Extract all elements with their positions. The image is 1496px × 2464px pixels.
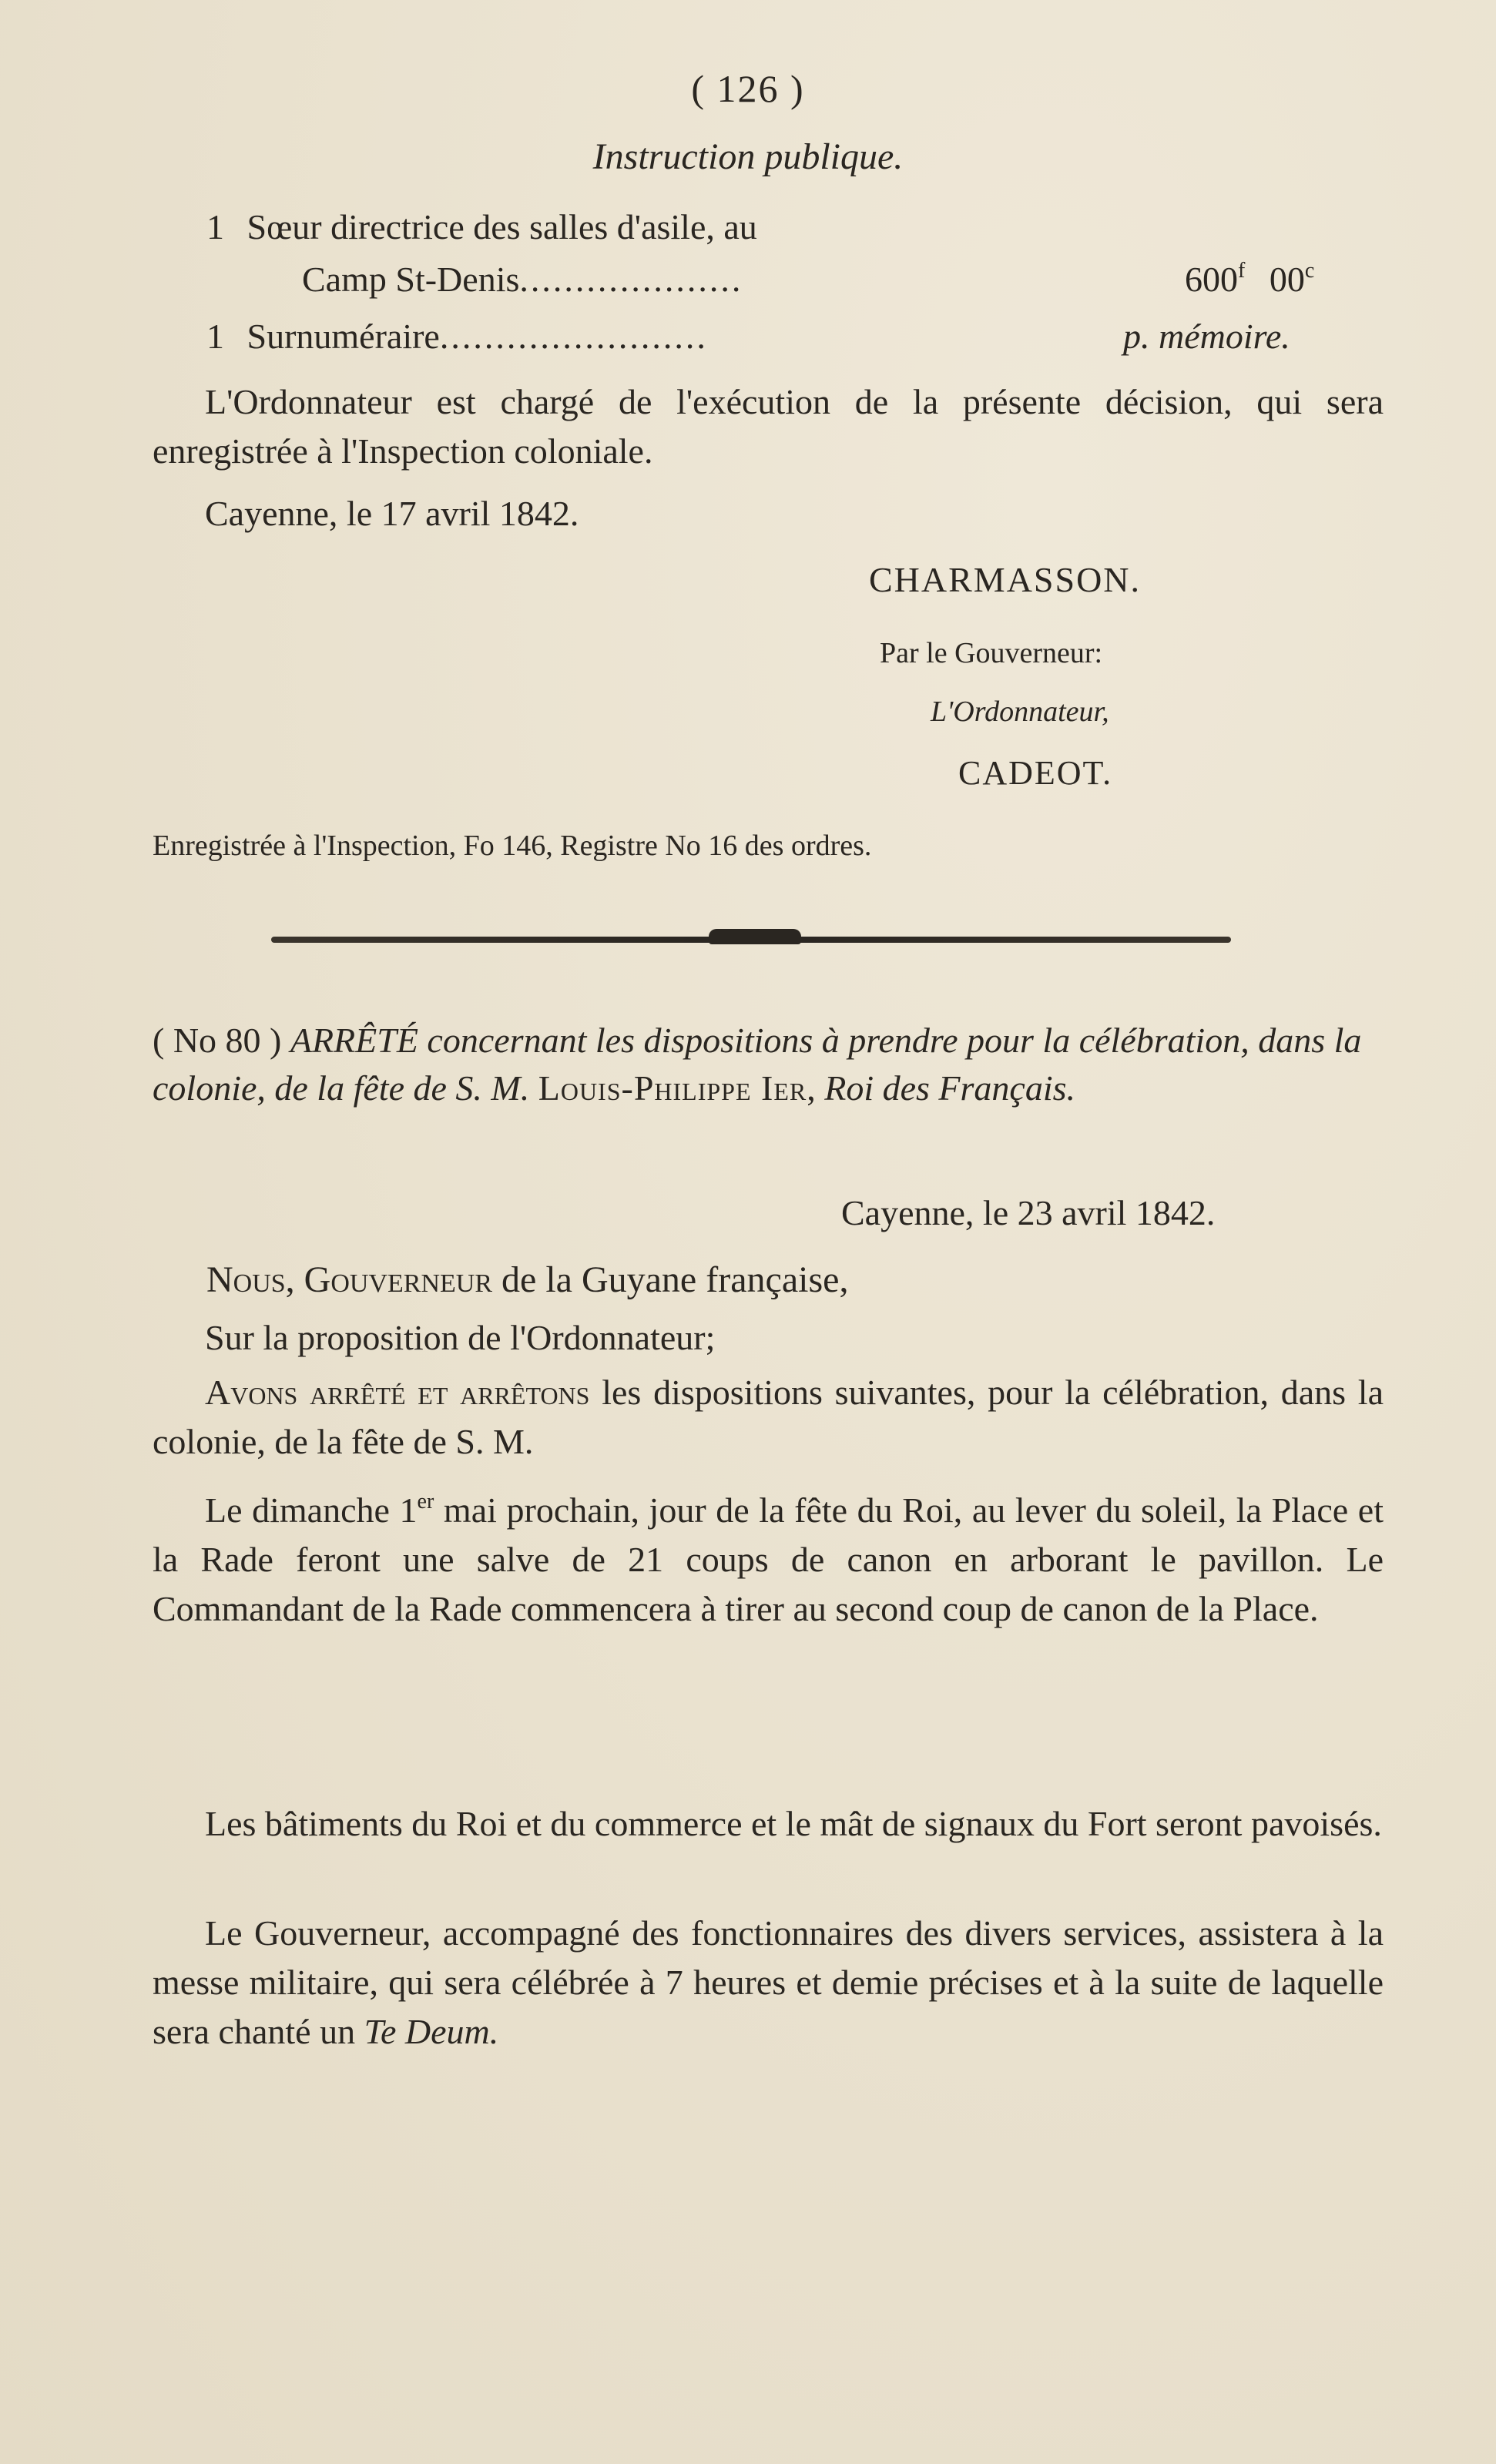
arrete-heading: ( No 80 ) ARRÊTÉ concernant les dispositions à prendre pour la célébration, dans la colonie, de la fête de S. M. Louis-Philippe Ier, Roi des Français.	[153, 1021, 1362, 1108]
para1-start: Le dimanche 1	[205, 1490, 418, 1530]
arrete-paragraph-3	[153, 1909, 1384, 2057]
avons-lead: Avons arrêté et arrêtons	[205, 1373, 590, 1412]
item-2-label: Surnuméraire	[247, 317, 440, 356]
arrete-date: Cayenne, le 23 avril 1842.	[841, 1193, 1216, 1232]
registration-note: Enregistrée à l'Inspection, Fo 146, Registre No 16 des ordres.	[153, 830, 872, 862]
arrete-king-name: Louis-Philippe Ier	[538, 1068, 807, 1108]
arrete-number: ( No 80 )	[153, 1021, 282, 1060]
decision-paragraph: L'Ordonnateur est chargé de l'exécution de la présente décision, qui sera enregistrée à l'Inspection coloniale.	[153, 382, 1384, 471]
item-1-amount	[1185, 259, 1314, 300]
arrete-king-title: Roi des Français.	[824, 1068, 1076, 1108]
ordonnateur-name: CADEOT.	[958, 754, 1113, 792]
by-governor: Par le Gouverneur:	[880, 637, 1103, 669]
ordonnateur-title: L'Ordonnateur,	[931, 696, 1109, 728]
arrete-preamble	[206, 1259, 848, 1301]
item-1-label-2: Camp St-Denis	[302, 260, 520, 299]
item-1-count: 1	[206, 207, 224, 246]
item-1-label: Sœur directrice des salles d'asile, au	[247, 207, 757, 246]
para3-start: Le Gouverneur, accompagné des fonctionnaires des divers services, assistera à la messe militaire, qui sera célébrée à 7 heures et demie précises et à la suite de laquelle sera chanté un	[153, 1913, 1384, 2051]
item-1-line2	[302, 259, 743, 300]
section-title: Instruction publique.	[592, 136, 904, 177]
item-1-francs-unit: f	[1238, 259, 1246, 283]
item-1-line1	[206, 206, 757, 247]
item-2-dots: ........................	[439, 317, 708, 356]
arrete-proposition: Sur la proposition de l'Ordonnateur;	[205, 1318, 716, 1357]
arrete-title: ARRÊTÉ concernant les dispositions à prendre pour la célébration, dans la colonie, de la fête de S. M.	[153, 1021, 1362, 1108]
item-1-cents: 00	[1269, 260, 1305, 299]
item-1-cents-unit: c	[1304, 259, 1315, 283]
arrete-paragraph-1	[153, 1477, 1384, 1634]
para1-sup: er	[417, 1490, 434, 1514]
item-2-count: 1	[206, 317, 224, 356]
para3-te-deum: Te Deum.	[364, 2012, 499, 2051]
decision-date: Cayenne, le 17 avril 1842.	[205, 494, 579, 533]
page-number: ( 126 )	[691, 67, 805, 110]
signatory-name: CHARMASSON.	[869, 560, 1142, 599]
preamble-rest: de la Guyane française,	[501, 1259, 849, 1300]
arrete-avons	[153, 1368, 1384, 1467]
item-2-line	[206, 316, 708, 357]
item-1-dots: ....................	[519, 260, 743, 299]
preamble-nous: Nous, Gouverneur	[206, 1259, 493, 1300]
arrete-paragraph-2: Les bâtiments du Roi et du commerce et le mât de signaux du Fort seront pavoisés.	[205, 1804, 1382, 1843]
avons-rest: les dispositions suivantes, pour la célébration, dans la colonie, de la fête de S. M.	[153, 1373, 1384, 1461]
item-1-francs: 600	[1185, 260, 1238, 299]
section-divider-ornament	[709, 929, 801, 944]
item-2-amount: p. mémoire.	[1123, 317, 1290, 356]
para1-end: mai prochain, jour de la fête du Roi, au lever du soleil, la Place et la Rade feront une salve de 21 coups de canon en arborant le pavillon. Le Commandant de la Rade commencera à tirer au second coup de canon de la Place.	[153, 1490, 1384, 1628]
